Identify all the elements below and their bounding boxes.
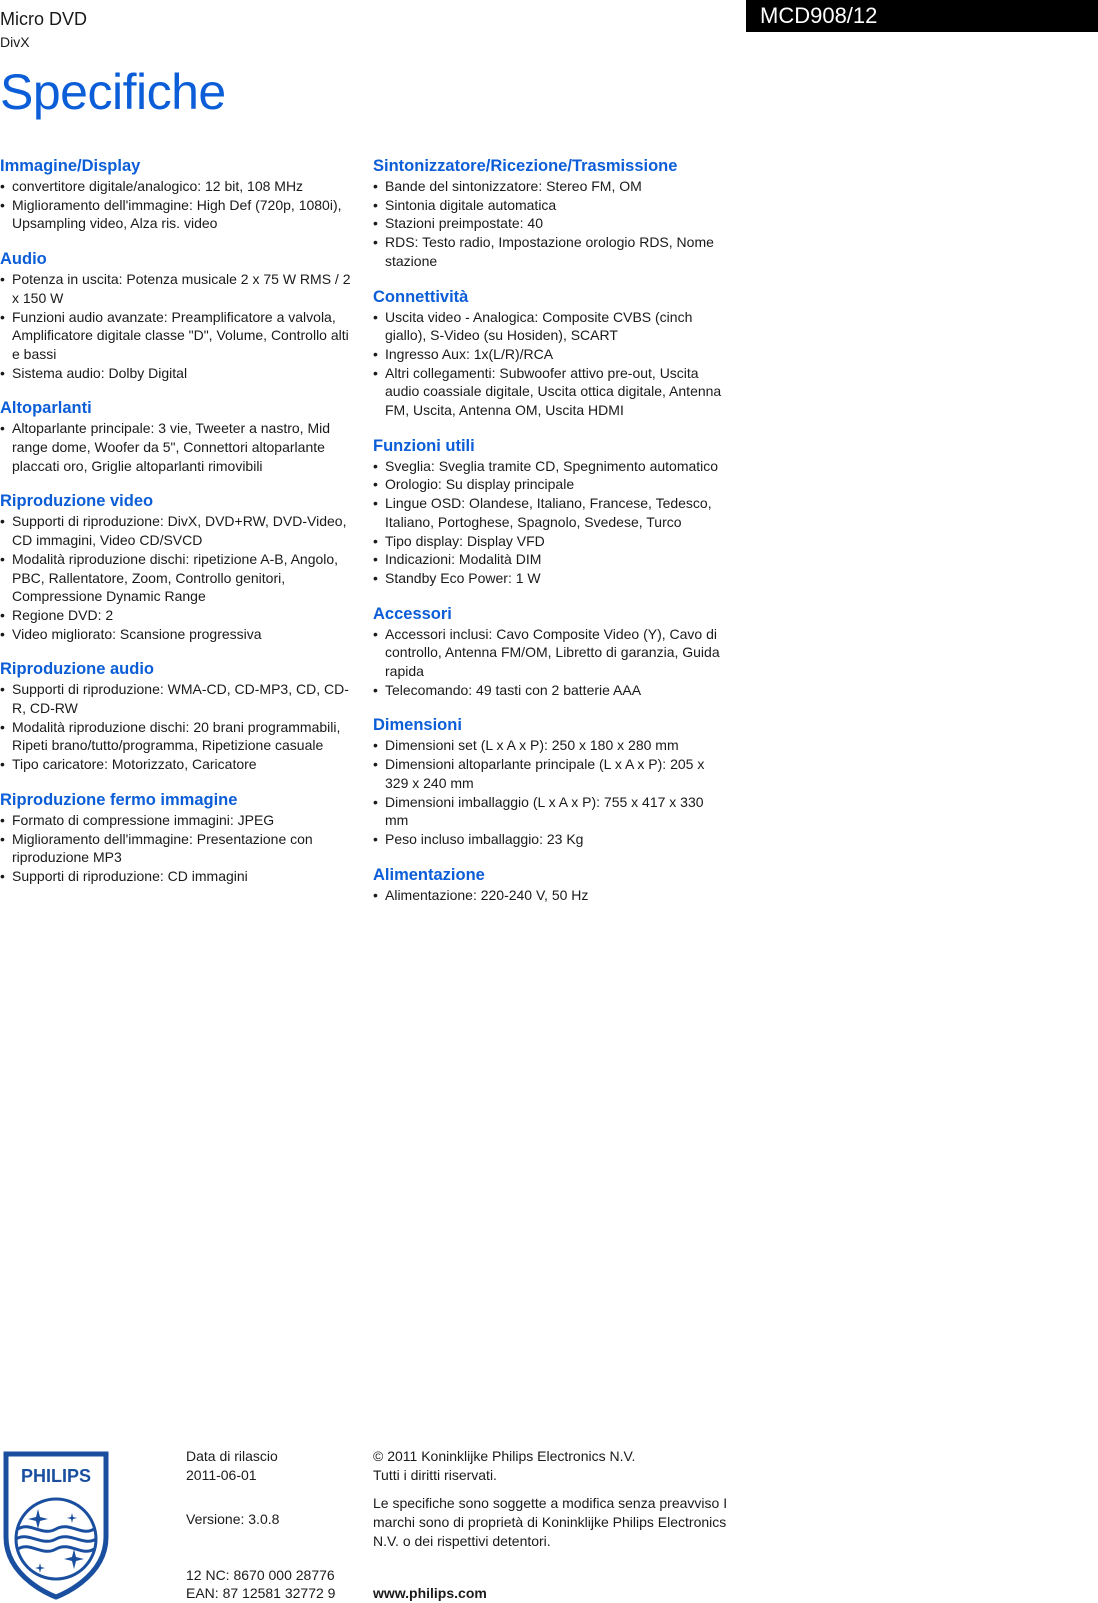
spec-item: • Modalità riproduzione dischi: 20 brani programmabili, Ripeti brano/tutto/programma, Ripetizione casuale (0, 718, 352, 755)
spec-item: • Ingresso Aux: 1x(L/R)/RCA (373, 345, 729, 364)
spec-item: • Miglioramento dell'immagine: High Def (720p, 1080i), Upsampling video, Alza ris. video (0, 196, 352, 233)
spec-item: • Miglioramento dell'immagine: Presentazione con riproduzione MP3 (0, 830, 352, 867)
spec-item: • Sintonia digitale automatica (373, 196, 729, 215)
nc-code: 12 NC: 8670 000 28776 (186, 1567, 335, 1583)
spec-section (373, 156, 729, 271)
spec-section (0, 249, 352, 382)
spec-list (373, 177, 729, 271)
spec-section-heading: Accessori (373, 604, 452, 623)
spec-section (0, 659, 352, 774)
ean-code: EAN: 87 12581 32772 9 (186, 1585, 336, 1601)
spec-item: • Tipo display: Display VFD (373, 532, 729, 551)
product-name: Micro DVD (0, 9, 88, 29)
spec-item: • Lingue OSD: Olandese, Italiano, Francese, Tedesco, Italiano, Portoghese, Spagnolo, Svedese, Turco (373, 494, 729, 531)
spec-list (373, 308, 729, 420)
spec-section-heading: Funzioni utili (373, 436, 475, 455)
spec-item: • Supporti di riproduzione: CD immagini (0, 867, 352, 886)
spec-section-heading: Dimensioni (373, 716, 462, 735)
spec-item: • Funzioni audio avanzate: Preamplificatore a valvola, Amplificatore digitale classe "D", Volume, Controllo alti e bassi (0, 308, 352, 364)
spec-section (0, 398, 352, 475)
spec-item: • Stazioni preimpostate: 40 (373, 214, 729, 233)
product-subtitle: DivX (0, 34, 30, 50)
spec-list (373, 625, 729, 700)
spec-item: • Bande del sintonizzatore: Stereo FM, OM (373, 177, 729, 196)
spec-section-heading: Immagine/Display (0, 157, 141, 175)
logo-text: PHILIPS (20, 1466, 92, 1486)
spec-section-heading: Riproduzione video (0, 492, 154, 511)
spec-list (373, 886, 729, 905)
spec-section (373, 715, 729, 848)
spec-section (0, 156, 352, 233)
spec-item: • Dimensioni set (L x A x P): 250 x 180 x 280 mm (373, 736, 729, 755)
spec-section-heading: Audio (0, 250, 47, 269)
spec-item: • Standby Eco Power: 1 W (373, 569, 729, 588)
spec-section (373, 865, 729, 905)
spec-column-left (0, 156, 352, 902)
spec-list (0, 680, 352, 774)
spec-list (0, 419, 352, 475)
release-date-label: Data di rilascio (186, 1448, 278, 1464)
spec-item: • convertitore digitale/analogico: 12 bit, 108 MHz (0, 177, 352, 196)
spec-section-heading: Riproduzione audio (0, 660, 154, 679)
spec-item: • Sveglia: Sveglia tramite CD, Spegnimento automatico (373, 457, 729, 476)
spec-section-heading: Connettività (373, 287, 469, 306)
spec-item: • Sistema audio: Dolby Digital (0, 364, 352, 383)
spec-item: • Altri collegamenti: Subwoofer attivo pre-out, Uscita audio coassiale digitale, Uscita ottica digitale, Antenna FM, Uscita, Antenna OM, Uscita HDMI (373, 364, 729, 420)
release-date: 2011-06-01 (186, 1467, 257, 1483)
spec-section (373, 436, 729, 588)
spec-item: • Dimensioni imballaggio (L x A x P): 755 x 417 x 330 mm (373, 793, 729, 830)
website-link[interactable]: www.philips.com (373, 1585, 487, 1601)
spec-item: • Tipo caricatore: Motorizzato, Caricatore (0, 755, 352, 774)
spec-section (373, 604, 729, 700)
model-number-badge: MCD908/12 (746, 0, 1098, 32)
spec-item: • Uscita video - Analogica: Composite CVBS (cinch giallo), S-Video (su Hosiden), SCART (373, 308, 729, 345)
rights-reserved: Tutti i diritti riservati. (373, 1467, 497, 1483)
spec-list (0, 512, 352, 643)
spec-item: • Modalità riproduzione dischi: ripetizione A-B, Angolo, PBC, Rallentatore, Zoom, Controllo genitori, Compressione Dynamic Range (0, 550, 352, 606)
spec-list (0, 811, 352, 886)
version: Versione: 3.0.8 (186, 1511, 280, 1527)
copyright: © 2011 Koninklijke Philips Electronics N.V. (373, 1448, 636, 1464)
spec-section-heading: Altoparlanti (0, 399, 92, 418)
spec-section (373, 287, 729, 420)
spec-list (0, 177, 352, 233)
spec-item: • Indicazioni: Modalità DIM (373, 550, 729, 569)
spec-section (0, 491, 352, 643)
spec-item: • Formato di compressione immagini: JPEG (0, 811, 352, 830)
spec-item: • Orologio: Su display principale (373, 475, 729, 494)
spec-item: • Alimentazione: 220-240 V, 50 Hz (373, 886, 729, 905)
spec-item: • Supporti di riproduzione: WMA-CD, CD-MP3, CD, CD-R, CD-RW (0, 680, 352, 717)
spec-item: • Telecomando: 49 tasti con 2 batterie AAA (373, 681, 729, 700)
spec-item: • RDS: Testo radio, Impostazione orologio RDS, Nome stazione (373, 233, 729, 270)
spec-item: • Regione DVD: 2 (0, 606, 352, 625)
page-title: Specifiche (0, 64, 226, 120)
spec-item: • Potenza in uscita: Potenza musicale 2 x 75 W RMS / 2 x 150 W (0, 270, 352, 307)
spec-section-heading: Riproduzione fermo immagine (0, 790, 238, 809)
spec-list (373, 736, 729, 848)
spec-section-heading: Sintonizzatore/Ricezione/Trasmissione (373, 157, 678, 175)
philips-shield-logo (0, 1451, 112, 1601)
spec-item: • Supporti di riproduzione: DivX, DVD+RW, DVD-Video, CD immagini, Video CD/SVCD (0, 512, 352, 549)
spec-list (373, 457, 729, 588)
spec-column-right (373, 156, 729, 920)
spec-section (0, 790, 352, 886)
spec-list (0, 270, 352, 382)
spec-item: • Video migliorato: Scansione progressiva (0, 625, 352, 644)
spec-section-heading: Alimentazione (373, 865, 485, 884)
disclaimer: Le specifiche sono soggette a modifica senza preavviso I marchi sono di proprietà di Koninklijke Philips Electronics N.V. o dei rispettivi detentori. (373, 1495, 728, 1549)
spec-item: • Accessori inclusi: Cavo Composite Video (Y), Cavo di controllo, Antenna FM/OM, Libretto di garanzia, Guida rapida (373, 625, 729, 681)
spec-item: • Peso incluso imballaggio: 23 Kg (373, 830, 729, 849)
spec-item: • Dimensioni altoparlante principale (L x A x P): 205 x 329 x 240 mm (373, 755, 729, 792)
spec-item: • Altoparlante principale: 3 vie, Tweeter a nastro, Mid range dome, Woofer da 5", Connettori altoparlante placcati oro, Griglie altoparlanti rimovibili (0, 419, 352, 475)
